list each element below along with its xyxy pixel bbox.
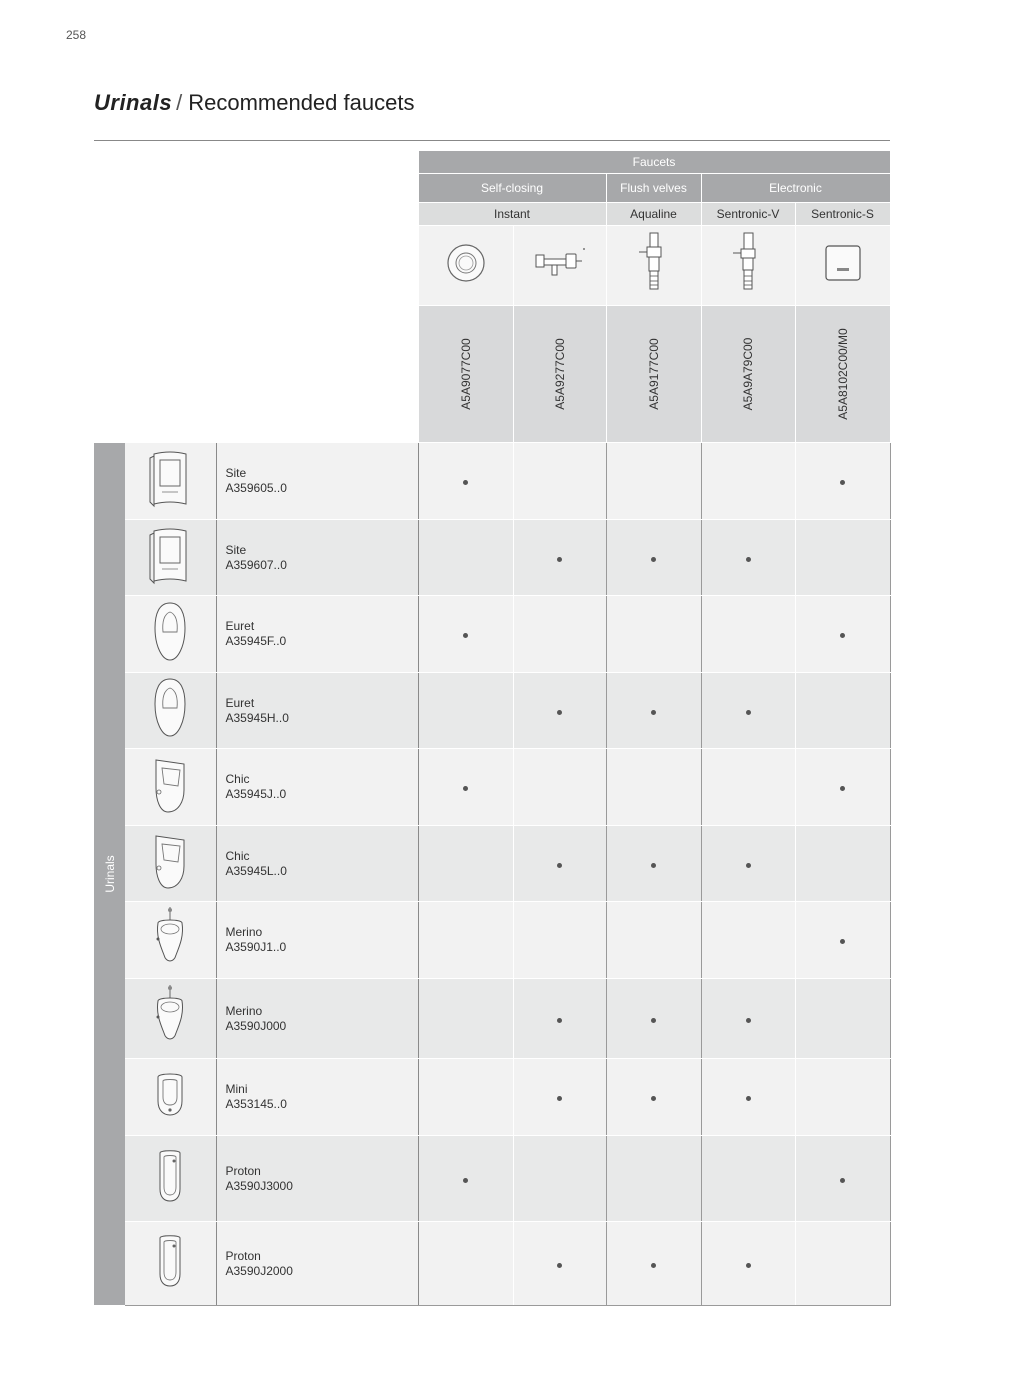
compat-cell <box>418 902 513 979</box>
faucet-image-4 <box>701 226 795 306</box>
group-header-self-closing: Self-closing <box>418 174 606 203</box>
urinal-model-name: Euret <box>225 695 255 710</box>
compat-cell <box>513 1059 606 1136</box>
compat-cell <box>701 979 795 1059</box>
urinal-model-name: Euret <box>225 619 255 633</box>
urinal-thumbnail <box>125 1222 216 1306</box>
compat-cell <box>701 443 795 520</box>
urinal-name-cell <box>216 596 418 673</box>
table-row <box>94 826 890 902</box>
compatible-dot-icon <box>557 1096 562 1101</box>
urinal-model-code: A359605..0 <box>225 480 287 495</box>
compat-cell <box>418 520 513 596</box>
urinal-name-cell <box>216 443 418 520</box>
compat-cell <box>418 749 513 826</box>
compat-cell <box>701 1222 795 1306</box>
compat-cell <box>701 520 795 596</box>
page-title-category: Urinals <box>94 90 173 115</box>
faucet-image-3 <box>606 226 701 306</box>
urinal-model-code: A353145..0 <box>225 1097 287 1111</box>
compatible-dot-icon <box>557 863 562 868</box>
faucet-compatibility-table <box>94 150 891 1306</box>
compat-cell <box>795 1136 890 1222</box>
urinal-name-cell <box>216 749 418 826</box>
subgroup-header-aqualine: Aqualine <box>606 203 701 226</box>
merino-urinal-icon <box>150 1036 190 1053</box>
faucet-code-3 <box>606 306 701 443</box>
proton-urinal-icon <box>150 1277 190 1294</box>
subgroup-header-instant: Instant <box>418 203 606 226</box>
sensor-flush-valve-icon <box>730 230 766 296</box>
compatible-dot-icon <box>463 480 468 485</box>
header-blank <box>94 174 418 203</box>
compatible-dot-icon <box>840 480 845 485</box>
compat-cell <box>513 596 606 673</box>
compat-cell <box>701 1059 795 1136</box>
faucet-code-1 <box>418 306 513 443</box>
faucet-code-5 <box>795 306 890 443</box>
compatible-dot-icon <box>651 557 656 562</box>
header-blank <box>94 226 418 306</box>
urinal-name-cell <box>216 1136 418 1222</box>
faucet-code-label: A5A9177C00 <box>646 338 661 410</box>
compatible-dot-icon <box>840 786 845 791</box>
compat-cell <box>795 673 890 749</box>
compat-cell <box>513 979 606 1059</box>
table-row <box>94 979 890 1059</box>
compatible-dot-icon <box>746 1018 751 1023</box>
urinal-thumbnail <box>125 520 216 596</box>
urinal-model-name: Mini <box>225 1082 248 1096</box>
compat-cell <box>606 520 701 596</box>
faucet-code-4 <box>701 306 795 443</box>
compatible-dot-icon <box>651 863 656 868</box>
compat-cell <box>513 826 606 902</box>
urinal-model-code: A3590J000 <box>225 1018 287 1033</box>
faucet-code-2 <box>513 306 606 443</box>
page-number: 258 <box>66 28 87 42</box>
compat-cell <box>606 443 701 520</box>
compat-cell <box>795 902 890 979</box>
urinal-model-code: A35945H..0 <box>225 710 289 725</box>
compat-cell <box>795 749 890 826</box>
urinal-model-name: Proton <box>225 1163 261 1178</box>
compat-cell <box>418 443 513 520</box>
faucet-code-label: A5A9277C00 <box>552 338 567 410</box>
urinal-thumbnail <box>125 979 216 1059</box>
urinal-thumbnail <box>125 443 216 520</box>
compat-cell <box>513 1222 606 1306</box>
table-row <box>94 1222 890 1306</box>
header-blank <box>94 203 418 226</box>
compatible-dot-icon <box>651 1263 656 1268</box>
compat-cell <box>795 443 890 520</box>
compatible-dot-icon <box>840 1178 845 1183</box>
row-group-label <box>94 443 125 1306</box>
compatible-dot-icon <box>463 786 468 791</box>
row-group-label-text: Urinals <box>102 855 117 893</box>
urinal-model-name: Merino <box>225 925 263 939</box>
proton-urinal-icon <box>150 1192 190 1209</box>
compat-cell <box>418 1059 513 1136</box>
table-row <box>94 1136 890 1222</box>
urinal-model-name: Proton <box>225 1248 261 1263</box>
flush-valve-icon <box>636 230 672 296</box>
urinal-name-cell <box>216 1059 418 1136</box>
compatible-dot-icon <box>746 1096 751 1101</box>
urinal-name-cell <box>216 826 418 902</box>
compatible-dot-icon <box>651 710 656 715</box>
table-row <box>94 443 890 520</box>
compat-cell <box>513 902 606 979</box>
compat-cell <box>606 596 701 673</box>
chic-urinal-icon <box>150 803 190 820</box>
faucet-image-5 <box>795 226 890 306</box>
compat-cell <box>418 673 513 749</box>
urinal-thumbnail <box>125 673 216 749</box>
faucet-code-label: A5A9077C00 <box>458 338 473 410</box>
compatible-dot-icon <box>557 557 562 562</box>
compatible-dot-icon <box>840 939 845 944</box>
compatible-dot-icon <box>746 557 751 562</box>
round-push-button-icon <box>444 241 488 285</box>
compat-cell <box>513 520 606 596</box>
title-divider <box>94 140 890 141</box>
table-row <box>94 673 890 749</box>
compat-cell <box>606 979 701 1059</box>
compat-cell <box>418 979 513 1059</box>
chic-urinal-icon <box>150 879 190 896</box>
euret-urinal-icon <box>150 651 190 668</box>
euret-urinal-icon <box>150 727 190 744</box>
compat-cell <box>513 1136 606 1222</box>
site-urinal-icon <box>148 572 192 589</box>
table-row <box>94 902 890 979</box>
compatible-dot-icon <box>651 1096 656 1101</box>
compat-cell <box>606 673 701 749</box>
urinal-thumbnail <box>125 1136 216 1222</box>
group-header-flush-valves: Flush velves <box>606 174 701 203</box>
urinal-thumbnail <box>125 596 216 673</box>
page-title <box>94 90 414 116</box>
table-row <box>94 749 890 826</box>
group-header-electronic: Electronic <box>701 174 890 203</box>
faucet-image-1 <box>418 226 513 306</box>
compat-cell <box>606 1059 701 1136</box>
compat-cell <box>513 443 606 520</box>
sensor-panel-icon <box>823 243 863 283</box>
urinal-name-cell <box>216 520 418 596</box>
compat-cell <box>606 1222 701 1306</box>
urinal-name-cell <box>216 673 418 749</box>
compatible-dot-icon <box>463 633 468 638</box>
urinal-model-code: A35945F..0 <box>225 634 287 648</box>
compat-cell <box>606 826 701 902</box>
compat-cell <box>701 673 795 749</box>
header-blank <box>94 151 418 174</box>
compat-cell <box>418 596 513 673</box>
compatible-dot-icon <box>746 710 751 715</box>
compat-cell <box>606 902 701 979</box>
urinal-name-cell <box>216 979 418 1059</box>
compatible-dot-icon <box>463 1178 468 1183</box>
urinal-model-code: A35945L..0 <box>225 863 287 878</box>
faucet-image-2 <box>513 226 606 306</box>
table-row <box>94 520 890 596</box>
urinal-thumbnail <box>125 902 216 979</box>
urinal-model-name: Chic <box>225 848 250 863</box>
compatible-dot-icon <box>746 1263 751 1268</box>
compat-cell <box>795 1222 890 1306</box>
compat-cell <box>701 596 795 673</box>
compatible-dot-icon <box>840 633 845 638</box>
urinal-name-cell <box>216 1222 418 1306</box>
compat-cell <box>513 673 606 749</box>
compat-cell <box>701 902 795 979</box>
header-blank <box>94 306 418 443</box>
compatible-dot-icon <box>557 1263 562 1268</box>
page-title-text: Recommended faucets <box>188 90 415 115</box>
urinal-thumbnail <box>125 749 216 826</box>
urinal-model-name: Site <box>225 542 247 557</box>
faucet-code-label: A5A8102C00/M0 <box>835 328 850 420</box>
table-row <box>94 1059 890 1136</box>
compat-cell <box>795 979 890 1059</box>
faucet-code-label: A5A9A79C00 <box>741 337 755 411</box>
mini-urinal-icon <box>150 1106 190 1123</box>
compat-cell <box>795 596 890 673</box>
faucets-header: Faucets <box>418 151 890 174</box>
compat-cell <box>701 826 795 902</box>
urinal-name-cell <box>216 902 418 979</box>
compat-cell <box>418 826 513 902</box>
subgroup-header-sentronic-s: Sentronic-S <box>795 203 890 226</box>
compatible-dot-icon <box>557 1018 562 1023</box>
site-urinal-icon <box>148 495 192 512</box>
urinal-model-code: A3590J1..0 <box>225 940 287 954</box>
urinal-model-code: A359607..0 <box>225 557 287 572</box>
compat-cell <box>418 1222 513 1306</box>
subgroup-header-sentronic-v: Sentronic-V <box>701 203 795 226</box>
urinal-thumbnail <box>125 1059 216 1136</box>
title-separator: / <box>176 90 183 115</box>
urinal-model-name: Merino <box>225 1003 263 1018</box>
urinal-model-name: Chic <box>225 772 250 786</box>
compat-cell <box>701 1136 795 1222</box>
compat-cell <box>513 749 606 826</box>
urinal-model-code: A35945J..0 <box>225 787 287 801</box>
compat-cell <box>418 1136 513 1222</box>
urinal-model-code: A3590J3000 <box>225 1178 293 1193</box>
compat-cell <box>795 520 890 596</box>
compat-cell <box>795 826 890 902</box>
compatible-dot-icon <box>746 863 751 868</box>
urinal-thumbnail <box>125 826 216 902</box>
compat-cell <box>701 749 795 826</box>
compat-cell <box>606 1136 701 1222</box>
merino-urinal-icon <box>150 958 190 975</box>
urinal-model-name: Site <box>225 465 247 480</box>
compatible-dot-icon <box>557 710 562 715</box>
compatible-dot-icon <box>651 1018 656 1023</box>
urinal-model-code: A3590J2000 <box>225 1263 293 1278</box>
table-row <box>94 596 890 673</box>
compat-cell <box>795 1059 890 1136</box>
wall-push-valve-icon <box>530 243 590 283</box>
compat-cell <box>606 749 701 826</box>
